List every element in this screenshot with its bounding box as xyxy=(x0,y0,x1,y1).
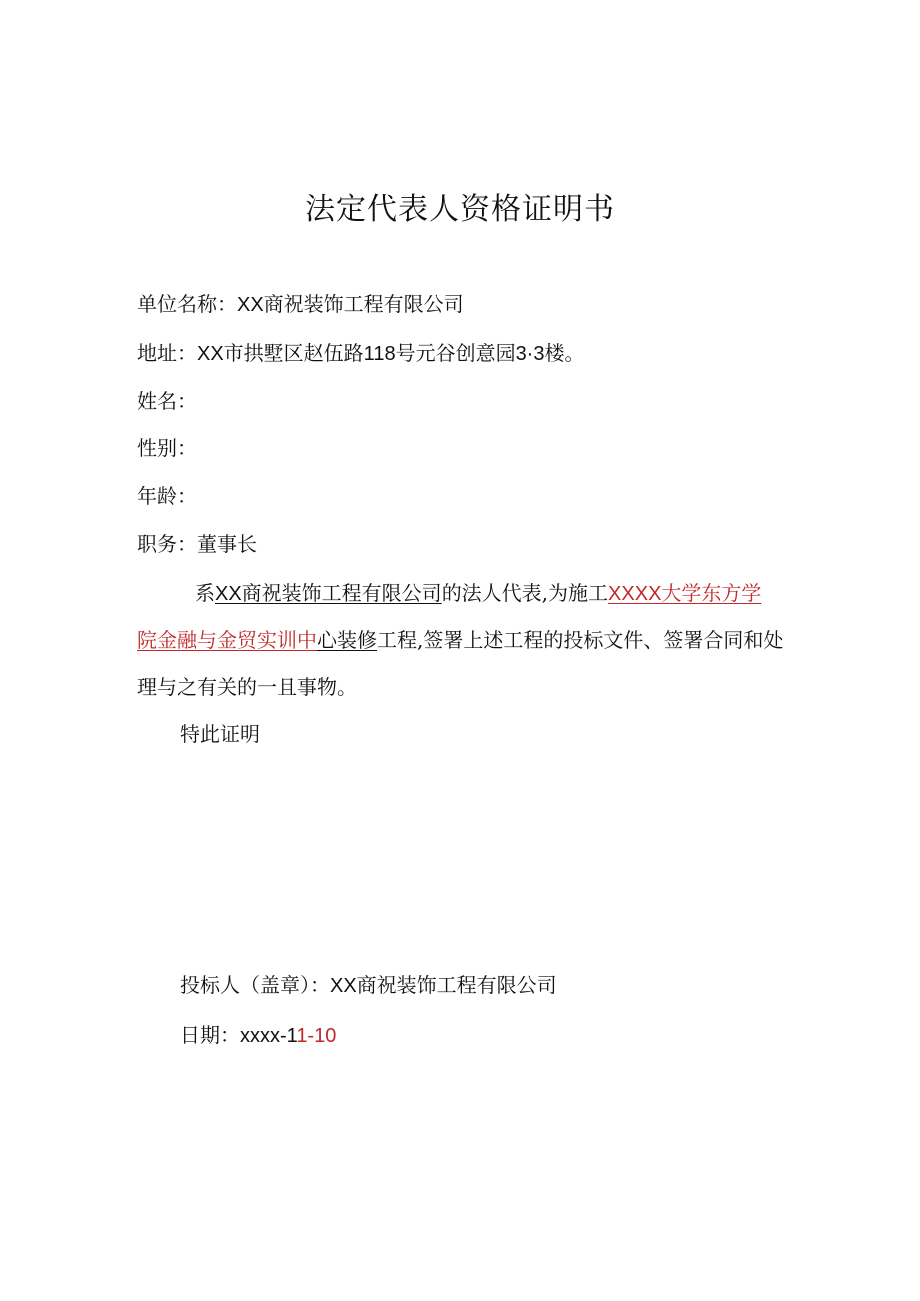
statement-line-3: 理与之有关的一且事物。 xyxy=(137,675,357,699)
date-prefix: xxxx-1 xyxy=(240,1025,297,1047)
statement-rest: 工程,签署上述工程的投标文件、签署合同和处 xyxy=(377,628,784,652)
statement-project-part3: 心装修 xyxy=(317,628,377,652)
gender-label: 性别： xyxy=(137,436,197,460)
unit-name-value: XX商祝装饰工程有限公司 xyxy=(237,294,464,316)
date-line xyxy=(180,1021,336,1050)
bidder-label: 投标人（盖章）： xyxy=(180,973,330,997)
name-label: 姓名： xyxy=(137,389,197,413)
unit-name-label: 单位名称： xyxy=(137,292,237,316)
address-value: XX市拱墅区赵伍路118号元谷创意园3·3楼。 xyxy=(197,343,585,365)
statement-prefix: 系 xyxy=(195,581,215,605)
certify-text: 特此证明 xyxy=(180,722,260,746)
address-label: 地址： xyxy=(137,341,197,365)
age-label: 年龄： xyxy=(137,484,197,508)
field-age xyxy=(137,482,197,511)
bidder-value: XX商祝装饰工程有限公司 xyxy=(330,975,557,997)
statement-line-2 xyxy=(137,617,787,664)
statement-paragraph xyxy=(137,570,787,758)
statement-line-1 xyxy=(137,570,787,617)
statement-project-part2: 院金融与金贸实训中 xyxy=(137,628,317,652)
position-label: 职务： xyxy=(137,532,197,556)
field-gender xyxy=(137,434,197,463)
date-suffix: 1-10 xyxy=(296,1025,337,1047)
field-address xyxy=(137,339,584,368)
statement-project-part1: XXXX大学东方学 xyxy=(608,583,762,605)
position-value: 董事长 xyxy=(197,534,257,556)
bidder-line xyxy=(180,971,557,1000)
field-position xyxy=(137,530,257,559)
field-name xyxy=(137,387,197,416)
field-unit-name xyxy=(137,290,464,319)
statement-middle: 的法人代表,为施工 xyxy=(441,581,609,605)
document-title: 法定代表人资格证明书 xyxy=(305,192,615,227)
date-label: 日期： xyxy=(180,1023,240,1047)
statement-company: XX商祝装饰工程有限公司 xyxy=(215,583,442,605)
